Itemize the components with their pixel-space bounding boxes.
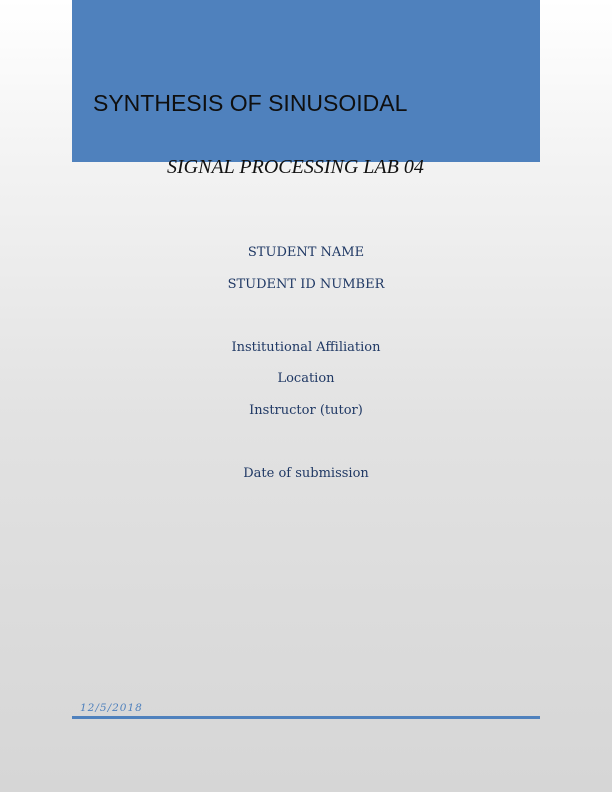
instructor: Instructor (tutor) — [249, 403, 363, 418]
student-id: STUDENT ID NUMBER — [227, 277, 385, 292]
footer-date: 12/5/2018 — [80, 702, 143, 714]
location: Location — [277, 371, 335, 386]
institutional-affiliation: Institutional Affiliation — [231, 340, 381, 355]
footer-rule — [72, 716, 540, 719]
date-of-submission: Date of submission — [243, 466, 369, 481]
student-name: STUDENT NAME — [247, 245, 365, 260]
document-subtitle: SIGNAL PROCESSING LAB 04 — [167, 156, 424, 178]
document-title: SYNTHESIS OF SINUSOIDAL — [93, 90, 408, 116]
title-band — [72, 0, 540, 162]
